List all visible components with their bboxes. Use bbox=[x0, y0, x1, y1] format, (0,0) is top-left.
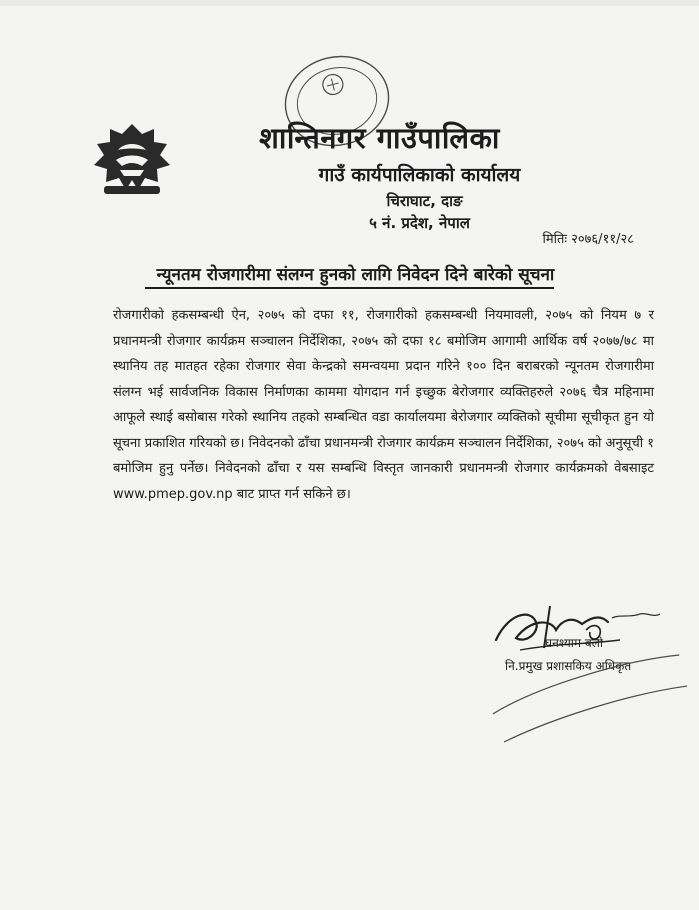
scan-edge bbox=[0, 0, 699, 6]
office-subtitle: गाउँ कार्यपालिकाको कार्यालय bbox=[318, 164, 521, 186]
signatory-name: घनश्याम बली bbox=[545, 636, 604, 650]
notice-body: रोजगारीको हकसम्बन्धी ऐन, २०७५ को दफा ११, रोजगारीको हकसम्बन्धी नियमावली, २०७५ को नियम ७ र प्रधानमन्त्री रोजगार कार्यक्रम सञ्चालन निर्देशिका, २०७५ को दफा १८ बमोजिम आगामी आर्थिक वर्ष २०७७/७८ मा स्थानिय तह मातहत रहेका रोजगार सेवा केन्द्रको समन्वयमा प्रदान गरिने १०० दिन बराबरको न्यूनतम रोजगारीमा संलग्न भई सार्वजनिक विकास निर्माणका काममा योगदान गर्न इच्छुक बेरोजगार व्यक्तिहरुले २०७६ चैत्र महिनामा आफूले स्थाई बसोबास गरेको स्थानिय तहको सम्बन्धित वडा कार्यालयमा बेरोजगार व्यक्तिको सूचीमा सूचीकृत हुन यो सूचना प्रकाशित गरियको छ। निवेदनको ढाँचा प्रधानमन्त्री रोजगार कार्यक्रम सञ्चालन निर्देशिका, २०७५ को अनुसूची १ बमोजिम हुनु पर्नेछ। निवेदनको ढाँचा र यस सम्बन्धि विस्तृत जानकारी प्रधानमन्त्री रोजगार कार्यक्रमको वेबसाइट www.pmep.gov.np बाट प्राप्त गर्न सकिने छ। bbox=[113, 308, 654, 502]
notice-date: मितिः २०७६/११/२८ bbox=[542, 232, 634, 247]
notice-subject bbox=[0, 262, 699, 285]
office-header bbox=[0, 118, 699, 233]
office-name: शान्तिनगर गाउँपालिका bbox=[259, 121, 500, 155]
office-province: ५ नं. प्रदेश, नेपाल bbox=[369, 214, 470, 232]
handwritten-signature bbox=[490, 600, 670, 660]
notice-subject-text: न्यूनतम रोजगारीमा संलग्न हुनको लागि निवेदन दिने बारेको सूचना bbox=[145, 265, 555, 289]
office-address: चिराघाट, दाङ bbox=[386, 192, 463, 210]
signatory-title: नि.प्रमुख प्रशासकिय अधिकृत bbox=[505, 659, 632, 673]
